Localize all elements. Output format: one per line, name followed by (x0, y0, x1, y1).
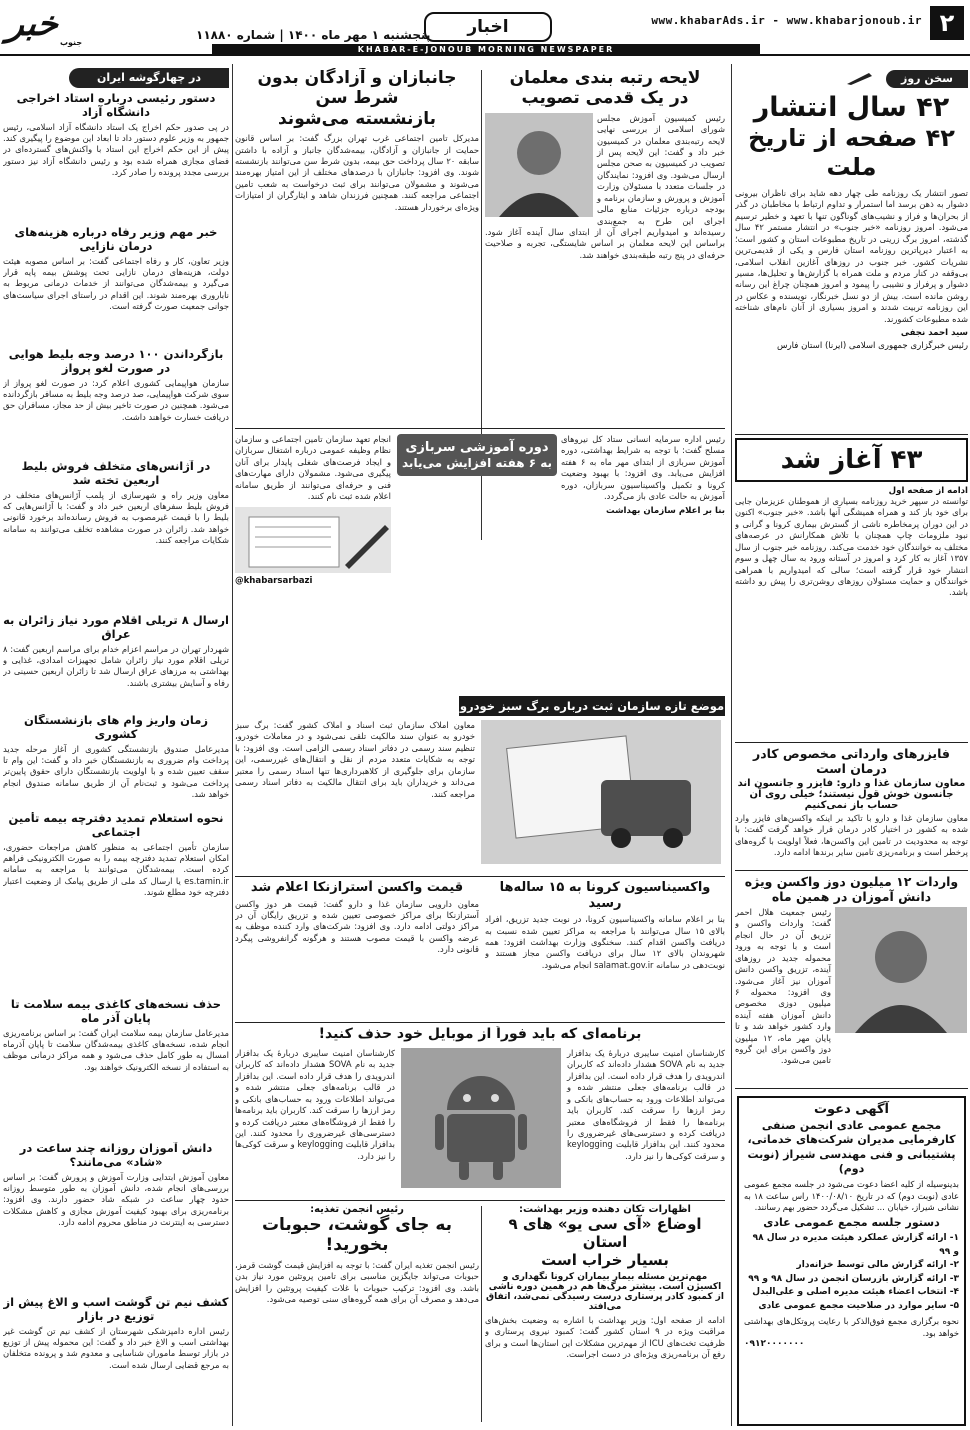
apps-banner: برنامه‌ای که باید فوراً از موبایل خود حذف کنید! (318, 1026, 642, 1042)
invitation-ad (737, 1096, 966, 1426)
anniversary-title: ۴۳ آغاز شد (780, 445, 923, 475)
veterans-body: مدیرکل تامین اجتماعی غرب تهران بزرگ گفت: بر اساس قانون حمایت از جانبازان و آزادگان، بیمه‌شدگان جانباز و آزاده با داشتن سابقه ۲۰ سال پرداخت حق بیمه، بدون شرط سن می‌توانند بازنشسته شوند. وی افزود: جانبازان با درصدهای مختلف از این امتیاز بهره‌مند می‌شوند و مشمولان می‌توانند برای ثبت درخواست به شعب تامین اجتماعی مراجعه کنند. همچنین فرزندان شاهد و ایثارگران از امتیازات ویژه‌ای برخوردار هستند. (235, 133, 479, 212)
vaccine-import-title: واردات ۱۲ میلیون دوز واکسن ویژه دانش آموزان در همین ماه (744, 874, 959, 904)
apps-banner-row (235, 1026, 725, 1044)
section-title: اخبار (424, 12, 552, 42)
teachers-title-line2: در یک قدمی تصویب (521, 88, 689, 109)
military-title-box (397, 434, 557, 476)
green-car-article (235, 720, 725, 870)
car-document-photo (481, 720, 721, 864)
left-news-item (3, 812, 229, 994)
pfizer-body: معاون سازمان غذا و دارو با تاکید بر اینکه واکسن‌های فایزر وارد شده به کشور در اختیار کادر درمان قرار خواهد گرفت گفت: با توجه به محدودیت در تامین این واکسن‌ها، فعلاً اولویت با گروه‌های پرخطر است و برنامه‌ریزی تامین سایر برندها ادامه دارد. (735, 813, 968, 858)
teachers-body: رئیس کمیسیون آموزش مجلس شورای اسلامی از بررسی نهایی لایحه رتبه‌بندی معلمان در کمیسیون خبر داد و گفت: این لایحه پس از تصویب در کمیسیون به صحن مجلس ارسال می‌شود. وی افزود: نمایندگان در جلسات متعدد با مسئولان وزارت آموزش و پرورش و سازمان برنامه و بودجه درباره جزئیات منابع مالی اجرای این طرح به جمع‌بندی رسیده‌اند و امیدواریم اجرای آن از ابتدای سال آینده آغاز شود. براساس این لایحه معلمان بر اساس شایستگی، تجربه و صلاحیت حرفه‌ای در پنج رتبه طبقه‌بندی خواهند شد. (485, 112, 725, 260)
logo-wordmark: خبر (5, 4, 61, 44)
editorial-tag: سخن روز (886, 70, 968, 88)
telegram-handle[interactable]: @khabarsarbazi (235, 575, 313, 586)
ad-agenda-item: ۵- سایر موارد در صلاحیت مجمع عمومی عادی (758, 1300, 959, 1311)
vaccine-15-body: بنا بر اعلام سامانه واکسیناسیون کرونا، در نوبت جدید تزریق، افراد بالای ۱۵ سال می‌توانند با مراجعه به مراکز تعیین شده نسبت به دریافت واکسن اقدام کنند. سخنگوی وزارت بهداشت افزود: همه شهروندان بالای ۱۲ سال برای دریافت واکسن مجاز هستند و نوبت‌دهی در سامانه salamat.gov.ir انجام می‌شود. (485, 914, 725, 970)
apps-article (235, 1048, 725, 1198)
astrazeneca-title: قیمت واکسن آسترازنکا اعلام شد (250, 880, 464, 895)
divider (735, 1088, 968, 1089)
military-title-line1: دوره آموزشی سربازی (405, 440, 549, 455)
anniversary-article (735, 438, 968, 738)
android-robot-icon (401, 1048, 561, 1188)
divider (235, 1022, 725, 1023)
editorial-title-line1: ۴۲ سال انتشار (753, 92, 950, 123)
english-name-strip: KHABAR-E-JONOUB MORNING NEWSPAPER (212, 44, 760, 55)
job-ads-article (235, 434, 391, 692)
meat-kicker: رئیس انجمن تغذیه: (310, 1204, 404, 1215)
left-news-item (3, 1296, 229, 1426)
meat-title: به جای گوشت، حبوبات بخورید! (261, 1215, 453, 1256)
left-news-body: در پی صدور حکم اخراج یک استاد دانشگاه آزاد اسلامی، رئیس جمهور به وزیر علوم دستور داد تا ابعاد این موضوع را پیگیری کند. پیش از این حکم اخراج این استاد با واکنش‌های گسترده‌ای در فضای مجازی همراه شده بود و رئیس دانشگاه آزاد نیز دستور بررسی مجدد پرونده را صادر کرد. (3, 121, 229, 178)
newspaper-logo (4, 4, 86, 50)
icu-article (485, 1204, 725, 1426)
left-news-title: در آژانس‌های متخلف فروش بلیط اربعین تخته شد (21, 460, 211, 487)
meat-body: رئیس انجمن تغذیه ایران گفت: با توجه به افزایش قیمت گوشت قرمز، حبوبات می‌تواند جایگزین مناسبی برای تامین پروتئین مورد نیاز بدن باشد. وی افزود: ترکیب حبوبات با غلات کیفیت پروتئین را افزایش می‌دهد و مصرف آن برای همه گروه‌های سنی توصیه می‌شود. (235, 1259, 479, 1305)
left-column (3, 66, 229, 1426)
divider (481, 1206, 482, 1422)
divider (235, 1200, 725, 1201)
divider (235, 876, 725, 877)
apps-body: کارشناسان امنیت سایبری دربارهٔ یک بدافزار جدید به نام SOVA هشدار داده‌اند که کاربران اندرویدی را هدف قرار داده است. این بدافزار در قالب برنامه‌های جعلی منتشر شده و می‌تواند اطلاعات ورود به حساب‌های بانکی و رمز ارزها را سرقت کند. کاربران باید برنامه‌ها را فقط از فروشگاه‌های معتبر دریافت کرده و دسترسی‌های غیرضروری را محدود کنند. این بدافزار قابلیت keylogging و سرقت کوکی‌ها را نیز دارد. (235, 1048, 395, 1161)
editorial-title-line2: ۴۲ صفحه از تاریخ ملت (748, 124, 955, 182)
veterans-title-line2: بازنشسته می‌شوند (277, 108, 436, 129)
divider (735, 742, 968, 743)
vaccine-import-article (735, 874, 968, 1094)
anniversary-body: توانسته در سپهر خرید روزنامه بسیاری از همو‌طنان عزیزمان جایی برای خود باز کند و همراه همیشگی آنها باشد. «خبر جنوب» اکنون در این دوران پرمخاطره ناشی از گسترش بیماری کرونا و گرانی و نبود ملزومات چاپ همچنان با تلاش همکارانش در عرصه‌های مختلف به خوانندگان خود خدمت می‌کند. روزنامه خبر جنوب از سال ۱۳۵۷ آغاز به کار کرد و امروز در آستانه ورود به سال چهل و سوم انتشار خود قرار گرفته است؛ سالی که امیدواریم با همراهی خوانندگان و حمایت مسئولان روزهای روشن‌تری را پیش رو داشته باشد. (735, 496, 968, 598)
veterans-title-line1: جانبازان و آزادگان بدون شرط سن (257, 68, 457, 109)
ad-heading: آگهی دعوت (813, 1102, 890, 1117)
left-news-body: وزیر تعاون، کار و رفاه اجتماعی گفت: بر اساس مصوبه هیئت دولت، هزینه‌های درمان نازایی تحت پوشش بیمه پایه قرار می‌گیرد و بیمه‌شدگان می‌توانند از خدمات درمانی مربوط به ناباروری بهره‌مند شوند. این اقدام در راستای اجرای سیاست‌های جوانی جمعیت صورت گرفته است. (3, 255, 229, 312)
regional-news-tag: در چهارگوشه ایران (69, 68, 229, 88)
website-links[interactable]: www.khabarAds.ir - www.khabarjonoub.ir (651, 14, 922, 27)
left-news-item (3, 714, 229, 808)
icu-body: ادامه از صفحه اول: وزیر بهداشت با اشاره به وضعیت بخش‌های مراقبت ویژه در ۹ استان کشور گفت: کمبود نیروی پرستاری و ظرفیت تخت‌های ICU از مهم‌ترین مشکلات این استان‌ها است و برای رفع آن برنامه‌ریزی ویژه‌ای در دست اجراست. (485, 1315, 725, 1360)
ad-agenda-item: ۱- ارائه گزارش عملکرد هیئت مدیره در سال ۹۸ و ۹۹ (752, 1233, 959, 1257)
left-news-body: شهردار تهران در مراسم اعزام خدام برای مراسم اربعین گفت: ۸ تریلی اقلام مورد نیاز زائران شامل تجهیزات امدادی، غذایی و بهداشتی به مرزهای عراق ارسال شد تا زائران اربعین حسینی در رفاه و آسایش بیشتری باشند. (3, 643, 229, 688)
left-news-title: دانش آموزان روزانه چند ساعت در «شاد» می‌مانند؟ (19, 1142, 213, 1169)
left-news-body: سازمان هواپیمایی کشوری اعلام کرد: در صورت لغو پرواز از سوی شرکت هواپیمایی، صد درصد وجه بلیط به مسافر بازگردانده می‌شود. همچنین در صورت تاخیر بیش از حد مجاز، مسافران حق دریافت خسارت خواهند داشت. (3, 377, 229, 422)
left-news-body: رئیس اداره دامپزشکی شهرستان از کشف نیم تن گوشت غیر بهداشتی اسب و الاغ خبر داد و گفت: این محموله پیش از توزیع در بازار توسط ماموران شناسایی و معدوم شد و پرونده متخلفان به مرجع قضایی ارسال شده است. (3, 1325, 229, 1370)
left-news-title: حذف نسخه‌های کاغذی بیمه سلامت تا پایان آذر ماه (10, 998, 222, 1025)
left-news-item (3, 226, 229, 344)
ad-agenda-title: دستور جلسه مجمع عمومی عادی (763, 1216, 940, 1230)
masthead (0, 0, 970, 56)
left-news-item (3, 1142, 229, 1292)
editorial-author: سید احمد نجفی (900, 328, 968, 339)
middle-column (235, 66, 725, 1426)
left-news-title: بازگرداندن ۱۰۰ درصد وجه بلیط هوایی در صورت لغو پرواز (8, 348, 224, 375)
official-portrait-photo (485, 113, 593, 217)
left-news-title: ارسال ۸ تریلی اقلام مورد نیاز زائران به عراق (3, 614, 229, 641)
dateline: پنجشنبه ۱ مهر ماه ۱۴۰۰ | شماره ۱۱۸۸۰ (196, 28, 431, 42)
left-news-item (3, 348, 229, 456)
ad-organization: مجمع عمومی عادی انجمن صنفی کارفرمایی مدیران شرکت‌های خدماتی، پشتیبانی و فنی مهندسی شیراز (نوبت دوم) (747, 1119, 956, 1175)
editorial-body: تصور انتشار یک روزنامه طی چهار دهه شاید برای ناظران بیرونی دشوار به ذهن برسد اما استمرار و تداوم ارتباط با مخاطبان در گذر از بحران‌ها و فراز و نشیب‌های گوناگون تنها با تعهد و خطیر ترسیم می‌شود. امروز روزنامه «خبر جنوب» در انتشار مستمر ۴۲ سال گذشته، امروز برگ زرینی در تاریخ مطبوعات استان و کشور است؛ به اعتبار دیرپاترین روزنامه استان فارس و یکی از قدیمی‌ترین نشریات کشور. خبر جنوب در روزهای آغازین انقلاب اسلامی، بی‌وقفه در کنار مردم و ملت همراه با گزارش‌ها و تحلیل‌ها، مسیر دشوار و پرفراز و نشیبی را پیمود و امروز همچنان چراغ این رسانه روشن مانده است. بیش از دو نسل خبرنگار، نویسنده و عکاس در این روزنامه تربیت شدند و امروز بسیاری از آنان نام‌های شناخته شده مطبوعات کشورند. (735, 187, 968, 324)
green-car-body: معاون املاک سازمان ثبت اسناد و املاک کشور گفت: برگ سبز خودرو به عنوان سند مالکیت تلقی نمی‌شود و در معاملات خودرو، تنظیم سند رسمی در دفاتر اسناد رسمی الزامی است. وی افزود: با توجه به شکایات متعدد مردم از نقل و انتقال‌های غیررسمی، این سازمان برای جلوگیری از کلاهبرداری‌ها تنها اسناد رسمی را معتبر می‌داند و خریداران باید برای انتقال مالکیت به دفاتر اسناد رسمی مراجعه کنند. (235, 720, 475, 799)
ad-phone: ۰۹۱۲۰۰۰۰۰۰۰ (744, 1339, 805, 1350)
astrazeneca-body: معاون دارویی سازمان غذا و دارو گفت: قیمت هر دوز واکسن آسترازنکا برای مراکز خصوصی تعیین شده و تزریق رایگان آن در مراکز دولتی ادامه دارد. وی افزود: شرکت‌های وارد کننده موظف به عرضه واکسن با قیمت مصوب هستند و هرگونه گرانفروشی پیگرد قانونی دارد. (235, 898, 479, 955)
left-news-item (3, 614, 229, 710)
teachers-title-line1: لایحه رتبه بندی معلمان (509, 68, 701, 88)
ad-agenda-item: ۲- ارائه گزارش مالی توسط خزانه‌دار (796, 1260, 959, 1271)
vaccine-import-body: رئیس جمعیت هلال احمر گفت: واردات واکسن و تزریق آن در حال انجام است و با توجه به ورود محموله جدید در روزهای آینده، تزریق واکسن دانش آموزان نیز آغاز می‌شود. وی افزود: محموله ۶ میلیون دوزی مخصوص دانش آموزان هفته آینده وارد کشور خواهد شد و تا پایان مهر ماه، ۱۲ میلیون دوز واکسن برای این گروه تامین می‌شود. (735, 907, 832, 1066)
divider (735, 434, 968, 435)
divider (235, 428, 725, 429)
pfizer-title: فایزرهای وارداتی مخصوص کادر درمان است (753, 746, 950, 776)
logo-subtitle: جنوب (60, 38, 83, 47)
right-column (735, 66, 968, 1426)
left-news-item (3, 998, 229, 1138)
icu-title-line1: اوضاع «آی سی یو» های ۹ استان (508, 1215, 702, 1251)
vaccine-15-article (485, 880, 725, 1020)
vaccine-15-title: واکسیناسیون کرونا به ۱۵ ساله‌ها رسید (499, 880, 711, 911)
green-car-banner: موضع تازه سازمان ثبت درباره برگ سبز خودرو (459, 696, 725, 716)
anniversary-title-box (735, 438, 968, 482)
left-news-body: سازمان تأمین اجتماعی به منظور کاهش مراجعات حضوری، امکان استعلام تمدید دفترچه بیمه را به صورت الکترونیکی فراهم کرده است. بیمه‌شدگان می‌توانند با مراجعه به سامانه es.tamin.ir یا ارسال کد ملی از طریق پیامک از وضعیت اعتبار دفترچه خود مطلع شوند. (3, 841, 229, 898)
divider (735, 870, 968, 871)
column-divider (232, 64, 233, 1426)
astrazeneca-article (235, 880, 479, 1020)
left-news-body: مدیرعامل صندوق بازنشستگی کشوری از آغاز مرحله جدید پرداخت وام ضروری به بازنشستگان خبر داد و گفت: این وام تا سقف تعیین شده و با اولویت بازنشستگان دارای حقوق پایین‌تر پرداخت می‌شود و ثبت‌نام آن از طریق سامانه صندوق انجام خواهد شد. (3, 743, 229, 800)
left-news-item (3, 92, 229, 222)
left-news-body: معاون وزیر راه و شهرسازی از پلمب آژانس‌های متخلف در فروش بلیط سفرهای اربعین خبر داد و گفت: با آژانس‌هایی که بلیط را با قیمت غیرمصوب به فروش رسانده‌اند برخورد قانونی خواهد شد. زائران در صورت مشاهده تخلف می‌توانند به سامانه شکایات مراجعه کنند. (3, 489, 229, 546)
page-number: ۲ (930, 6, 964, 40)
military-title-line2: به ۶ هفته افزایش می‌یابد (402, 455, 552, 470)
left-news-body: معاون آموزش ابتدایی وزارت آموزش و پرورش گفت: بر اساس بررسی‌های انجام شده، دانش آموزان به طور متوسط روزانه حدود چهار ساعت در شبکه شاد حضور دارند. وی افزود: برنامه‌ریزی برای بهبود کیفیت آموزش مجازی و کاهش مشکلات دسترسی به اینترنت در مناطق محروم ادامه دارد. (3, 1171, 229, 1228)
classified-photo (235, 507, 391, 573)
ad-agenda-list (744, 1232, 959, 1313)
left-news-item (3, 460, 229, 610)
left-news-title: زمان واریز وام های بازنشستگان کشوری (24, 714, 208, 741)
ad-agenda-item: ۴- انتخاب اعضاء هیئت مدیره اصلی و علی‌البدل (752, 1287, 959, 1298)
left-news-title: دستور رئیسی درباره استاد اخراجی دانشگاه آزاد (16, 92, 216, 119)
military-byline: بنا بر اعلام سازمان بهداشت (605, 505, 725, 516)
ad-footer: نحوه برگزاری مجمع فوق‌الذکر با رعایت پروتکل‌های بهداشتی خواهد بود. (744, 1316, 959, 1338)
icu-kicker: اظهارات تکان دهنده وزیر بهداشت: (519, 1204, 691, 1215)
military-article (397, 434, 557, 692)
official-portrait-photo (835, 907, 967, 1033)
left-news-title: نحوه استعلام تمدید دفترچه بیمه تأمین اجتماعی (8, 812, 224, 839)
anniversary-kicker: ادامه از صفحه اول (888, 486, 968, 496)
left-news-title: کشف نیم تن گوشت اسب و الاغ پیش از توزیع در بازار (3, 1296, 229, 1323)
job-ads-body: انجام تعهد سازمان تامین اجتماعی و سازمان نظام وظیفه عمومی درباره اشتغال سربازان و ایجاد فرصت‌های شغلی پایدار برای آنان پیگیری می‌شود. مشمولان دارای مهارت‌های فنی و حرفه‌ای می‌توانند از طریق سامانه اعلام شده ثبت نام کنند. (235, 434, 391, 502)
ad-intro: بدینوسیله از کلیه اعضا دعوت می‌شود در جلسه مجمع عمومی عادی (نوبت دوم) که در تاریخ ۱۴۰۰/۰۸/۱۰ راس ساعت ۱۸ به نشانی شیراز، خیابان ... تشکیل می‌گردد حضور بهم رسانند. (744, 1179, 959, 1213)
left-news-body: مدیرعامل سازمان بیمه سلامت ایران گفت: بر اساس برنامه‌ریزی انجام شده، نسخه‌های کاغذی بیمه‌شدگان سلامت تا پایان آذرماه امسال به طور کامل حذف می‌شود و همه مراکز درمانی موظف به استفاده از نسخه الکترونیک خواهند بود. (3, 1027, 229, 1072)
apps-body-cont: کارشناسان امنیت سایبری دربارهٔ یک بدافزار جدید به نام SOVA هشدار داده‌اند که کاربران اندرویدی را هدف قرار داده است. این بدافزار در قالب برنامه‌های جعلی منتشر شده و می‌تواند اطلاعات ورود به حساب‌های بانکی و رمز ارزها را سرقت کند. کاربران باید برنامه‌ها را فقط از فروشگاه‌های معتبر دریافت کرده و دسترسی‌های غیرضروری را محدود کنند. این بدافزار قابلیت keylogging و سرقت کوکی‌ها را نیز دارد. (567, 1048, 725, 1161)
icu-dek: مهم‌ترین مسئله بیمار بیماران کرونا نگهداری و اکسیژن است. بیشتر مرگ‌ها هم در همین دوره ناشی از کمبود کادر پرستاری درست رسیدگی نمی‌شد، اتفاق می‌افتد (486, 1272, 724, 1312)
pfizer-article (735, 746, 968, 866)
military-body-column (561, 434, 725, 692)
pfizer-subtitle: معاون سازمان غذا و دارو: فایزر و جانسون اند جانسون خوش قول نیستند؛ خیلی روی آن حساب باز نمی‌کنیم (737, 778, 966, 811)
editorial-author-role: رئیس خبرگزاری جمهوری اسلامی (ایرنا) استان فارس (777, 341, 968, 352)
military-body: رئیس اداره سرمایه انسانی ستاد کل نیروهای مسلح گفت: با توجه به شرایط بهداشتی، دوره آموزش سربازی از ابتدای مهر ماه به ۶ هفته افزایش می‌یابد. وی افزود: با بهبود وضعیت کرونا و تکمیل واکسیناسیون سربازان، دوره آموزش به حالت عادی باز می‌گردد. (561, 434, 725, 502)
column-divider (731, 64, 732, 1426)
icu-title-line2: بسیار خراب است (541, 1251, 669, 1269)
pen-icon (735, 70, 875, 88)
editorial-article (735, 92, 968, 474)
ad-agenda-item: ۳- ارائه گزارش بازرسان انجمن در سال ۹۸ و ۹۹ (748, 1273, 959, 1284)
left-news-title: خبر مهم وزیر رفاه درباره هزینه‌های درمان نازایی (14, 226, 218, 253)
meat-article (235, 1204, 479, 1426)
